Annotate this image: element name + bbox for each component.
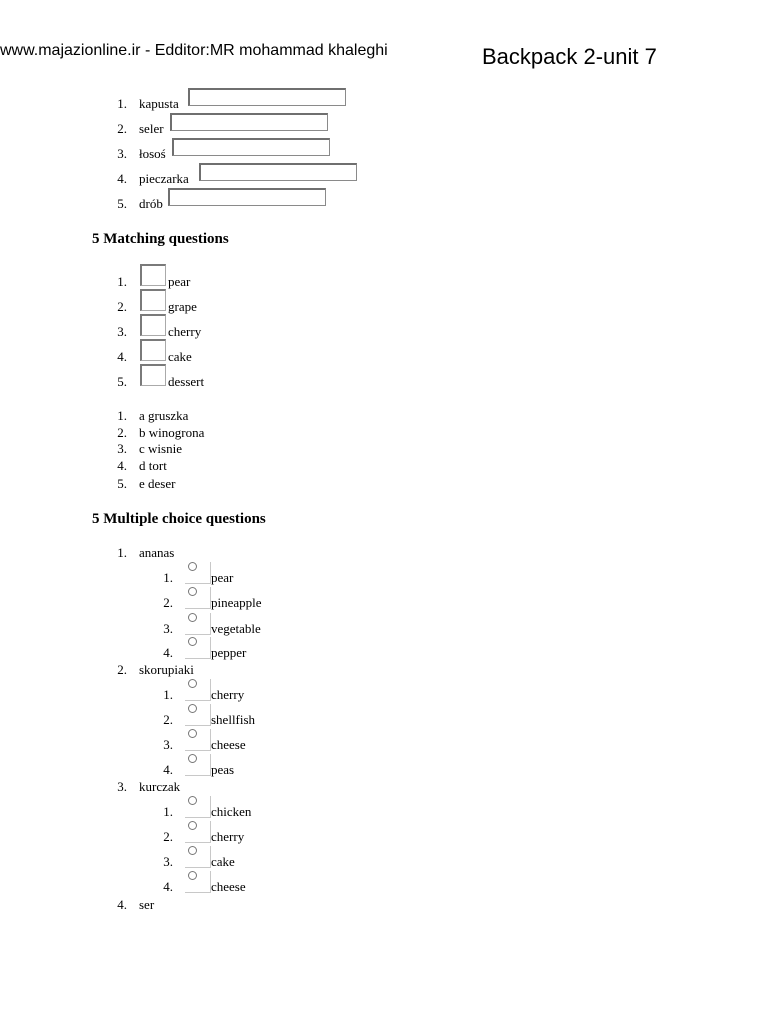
option-text: cherry: [211, 829, 245, 844]
item-word: grape: [168, 299, 197, 314]
radio-button[interactable]: [188, 637, 197, 646]
item-number: 1.: [117, 274, 127, 289]
item-number: 2.: [117, 425, 127, 440]
option-text: chicken: [211, 804, 252, 819]
match-answer-box[interactable]: [140, 289, 166, 311]
item-number: 4.: [117, 458, 127, 473]
radio-button[interactable]: [188, 729, 197, 738]
item-number: 3.: [117, 324, 127, 339]
option-text: pineapple: [211, 595, 262, 610]
site-credit: www.majazionline.ir - Edditor:MR mohammad khaleghi: [0, 42, 388, 59]
match-answer-box[interactable]: [140, 339, 166, 361]
answer-input[interactable]: [199, 163, 357, 181]
option-text: cheese: [211, 737, 246, 752]
radio-frame: [185, 587, 211, 609]
item-word: drób: [139, 196, 163, 211]
answer-input[interactable]: [168, 188, 326, 206]
radio-button[interactable]: [188, 704, 197, 713]
option-text: pepper: [211, 645, 247, 660]
item-word: kapusta: [139, 96, 179, 111]
option-number: 1.: [163, 570, 173, 585]
radio-button[interactable]: [188, 796, 197, 805]
question-number: 1.: [117, 545, 127, 560]
question-number: 3.: [117, 779, 127, 794]
item-word: cherry: [168, 324, 202, 339]
multiple-choice-title: 5 Multiple choice questions: [92, 511, 266, 527]
radio-frame: [185, 637, 211, 659]
page-title: Backpack 2-unit 7: [482, 44, 657, 69]
item-number: 1.: [117, 408, 127, 423]
question-text: ananas: [139, 545, 175, 560]
question-text: skorupiaki: [139, 662, 194, 677]
radio-frame: [185, 846, 211, 868]
question-number: 4.: [117, 897, 127, 912]
option-number: 2.: [163, 829, 173, 844]
radio-button[interactable]: [188, 871, 197, 880]
item-number: 1.: [117, 96, 127, 111]
option-text: cake: [211, 854, 235, 869]
radio-button[interactable]: [188, 562, 197, 571]
item-word: dessert: [168, 374, 205, 389]
radio-frame: [185, 679, 211, 701]
option-number: 4.: [163, 879, 173, 894]
item-number: 5.: [117, 476, 127, 491]
answer-input[interactable]: [170, 113, 328, 131]
item-number: 2.: [117, 121, 127, 136]
radio-frame: [185, 704, 211, 726]
option-number: 4.: [163, 645, 173, 660]
item-number: 3.: [117, 146, 127, 161]
item-word: łosoś: [139, 146, 166, 161]
answer-text: e deser: [139, 476, 176, 491]
radio-button[interactable]: [188, 754, 197, 763]
item-number: 5.: [117, 196, 127, 211]
answer-input[interactable]: [172, 138, 330, 156]
radio-button[interactable]: [188, 679, 197, 688]
radio-frame: [185, 821, 211, 843]
radio-frame: [185, 729, 211, 751]
radio-frame: [185, 613, 211, 635]
option-number: 2.: [163, 595, 173, 610]
option-number: 3.: [163, 621, 173, 636]
answer-text: b winogrona: [139, 425, 205, 440]
match-answer-box[interactable]: [140, 314, 166, 336]
option-text: pear: [211, 570, 234, 585]
option-number: 2.: [163, 712, 173, 727]
matching-title: 5 Matching questions: [92, 231, 229, 247]
answer-text: a gruszka: [139, 408, 189, 423]
option-text: peas: [211, 762, 235, 777]
item-number: 2.: [117, 299, 127, 314]
option-text: cheese: [211, 879, 246, 894]
question-number: 2.: [117, 662, 127, 677]
match-answer-box[interactable]: [140, 264, 166, 286]
item-word: pieczarka: [139, 171, 189, 186]
option-number: 4.: [163, 762, 173, 777]
radio-button[interactable]: [188, 613, 197, 622]
option-text: cherry: [211, 687, 245, 702]
option-text: vegetable: [211, 621, 261, 636]
radio-frame: [185, 871, 211, 893]
item-word: cake: [168, 349, 192, 364]
item-number: 3.: [117, 441, 127, 456]
answer-input[interactable]: [188, 88, 346, 106]
radio-frame: [185, 796, 211, 818]
question-text: ser: [139, 897, 155, 912]
answer-text: c wisnie: [139, 441, 182, 456]
option-number: 1.: [163, 804, 173, 819]
item-word: pear: [168, 274, 191, 289]
radio-frame: [185, 562, 211, 584]
option-number: 1.: [163, 687, 173, 702]
option-number: 3.: [163, 737, 173, 752]
question-text: kurczak: [139, 779, 181, 794]
radio-button[interactable]: [188, 846, 197, 855]
radio-button[interactable]: [188, 821, 197, 830]
radio-frame: [185, 754, 211, 776]
option-number: 3.: [163, 854, 173, 869]
match-answer-box[interactable]: [140, 364, 166, 386]
item-number: 5.: [117, 374, 127, 389]
item-number: 4.: [117, 171, 127, 186]
option-text: shellfish: [211, 712, 256, 727]
item-number: 4.: [117, 349, 127, 364]
answer-text: d tort: [139, 458, 167, 473]
item-word: seler: [139, 121, 164, 136]
radio-button[interactable]: [188, 587, 197, 596]
